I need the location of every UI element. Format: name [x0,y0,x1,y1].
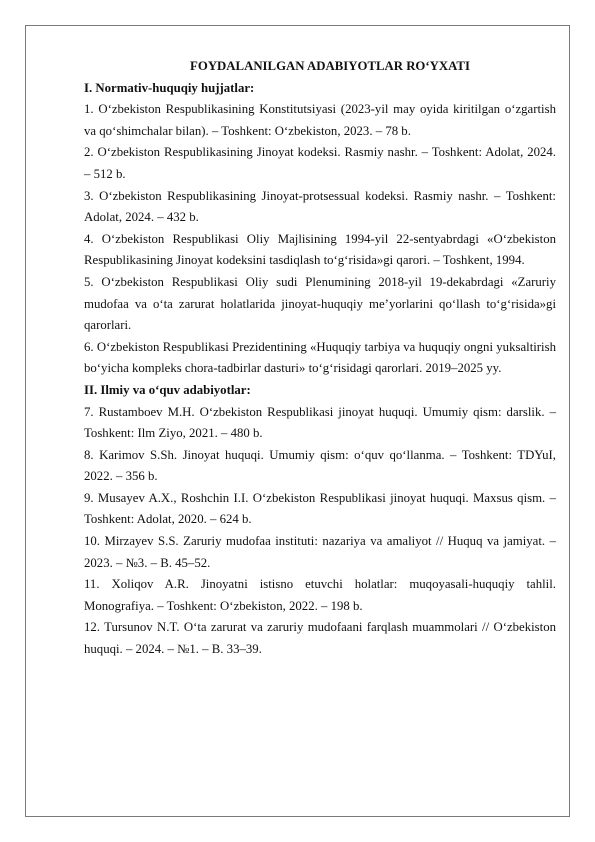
reference-item: 12. Tursunov N.T. O‘ta zarurat va zaruriy mudofaani farqlash muammolari // O‘zbekiston huquqi. – 2024. – №1. – B. 33–39. [84,620,556,657]
reference-item: 8. Karimov S.Sh. Jinoyat huquqi. Umumiy qism: o‘quv qo‘llanma. – Toshkent: TDYuI, 2022. – 356 b. [84,447,556,484]
reference-item: 4. O‘zbekiston Respublikasi Oliy Majlisining 1994-yil 22-sentyabrdagi «O‘zbekiston Respublikasining Jinoyat kodeksini tasdiqlash to‘g‘risida»gi qarori. – Toshkent, 1994. [84,231,556,268]
section-heading-normative: I. Normativ-huquqiy hujjatlar: [84,80,255,95]
page-title: FOYDALANILGAN ADABIYOTLAR RO‘YXATI [190,59,470,73]
reference-item: 6. O‘zbekiston Respublikasi Prezidentining «Huquqiy tarbiya va huquqiy ongni yuksaltirish bo‘yicha kompleks chora-tadbirlar dasturi» to‘g‘risidagi qarorlari. 2019–2025 yy. [84,339,556,376]
reference-item: 7. Rustamboev M.H. O‘zbekiston Respublikasi jinoyat huquqi. Umumiy qism: darslik. – Toshkent: Ilm Ziyo, 2021. – 480 b. [84,404,556,441]
reference-item: 11. Xoliqov A.R. Jinoyatni istisno etuvchi holatlar: muqoyasali-huquqiy tahlil. Monografiya. – Toshkent: O‘zbekiston, 2022. – 198 b. [84,577,556,613]
bibliography [84,56,556,661]
section-heading-scientific: II. Ilmiy va o‘quv adabiyotlar: [84,382,251,397]
reference-item: 3. O‘zbekiston Respublikasining Jinoyat-protsessual kodeksi. Rasmiy nashr. – Toshkent: Adolat, 2024. – 432 b. [84,188,556,225]
reference-item: 9. Musayev A.X., Roshchin I.I. O‘zbekiston Respublikasi jinoyat huquqi. Maxsus qism. – Toshkent: Adolat, 2020. – 624 b. [84,490,556,527]
reference-item: 2. O‘zbekiston Respublikasining Jinoyat kodeksi. Rasmiy nashr. – Toshkent: Adolat, 2024. – 512 b. [84,145,556,181]
reference-item: 1. O‘zbekiston Respublikasining Konstitutsiyasi (2023-yil may oyida kiritilgan o‘zgartish va qo‘shimchalar bilan). – Toshkent: O‘zbekiston, 2023. – 78 b. [84,102,556,138]
reference-item: 10. Mirzayev S.S. Zaruriy mudofaa instituti: nazariya va amaliyot // Huquq va jamiyat. – 2023. – №3. – B. 45–52. [84,534,556,570]
reference-item: 5. O‘zbekiston Respublikasi Oliy sudi Plenumining 2018-yil 19-dekabrdagi «Zaruriy mudofaa va o‘ta zarurat holatlarida jinoyat-huquqiy me’yorlarini qo‘llash to‘g‘risida»gi qarorlari. [84,274,556,333]
